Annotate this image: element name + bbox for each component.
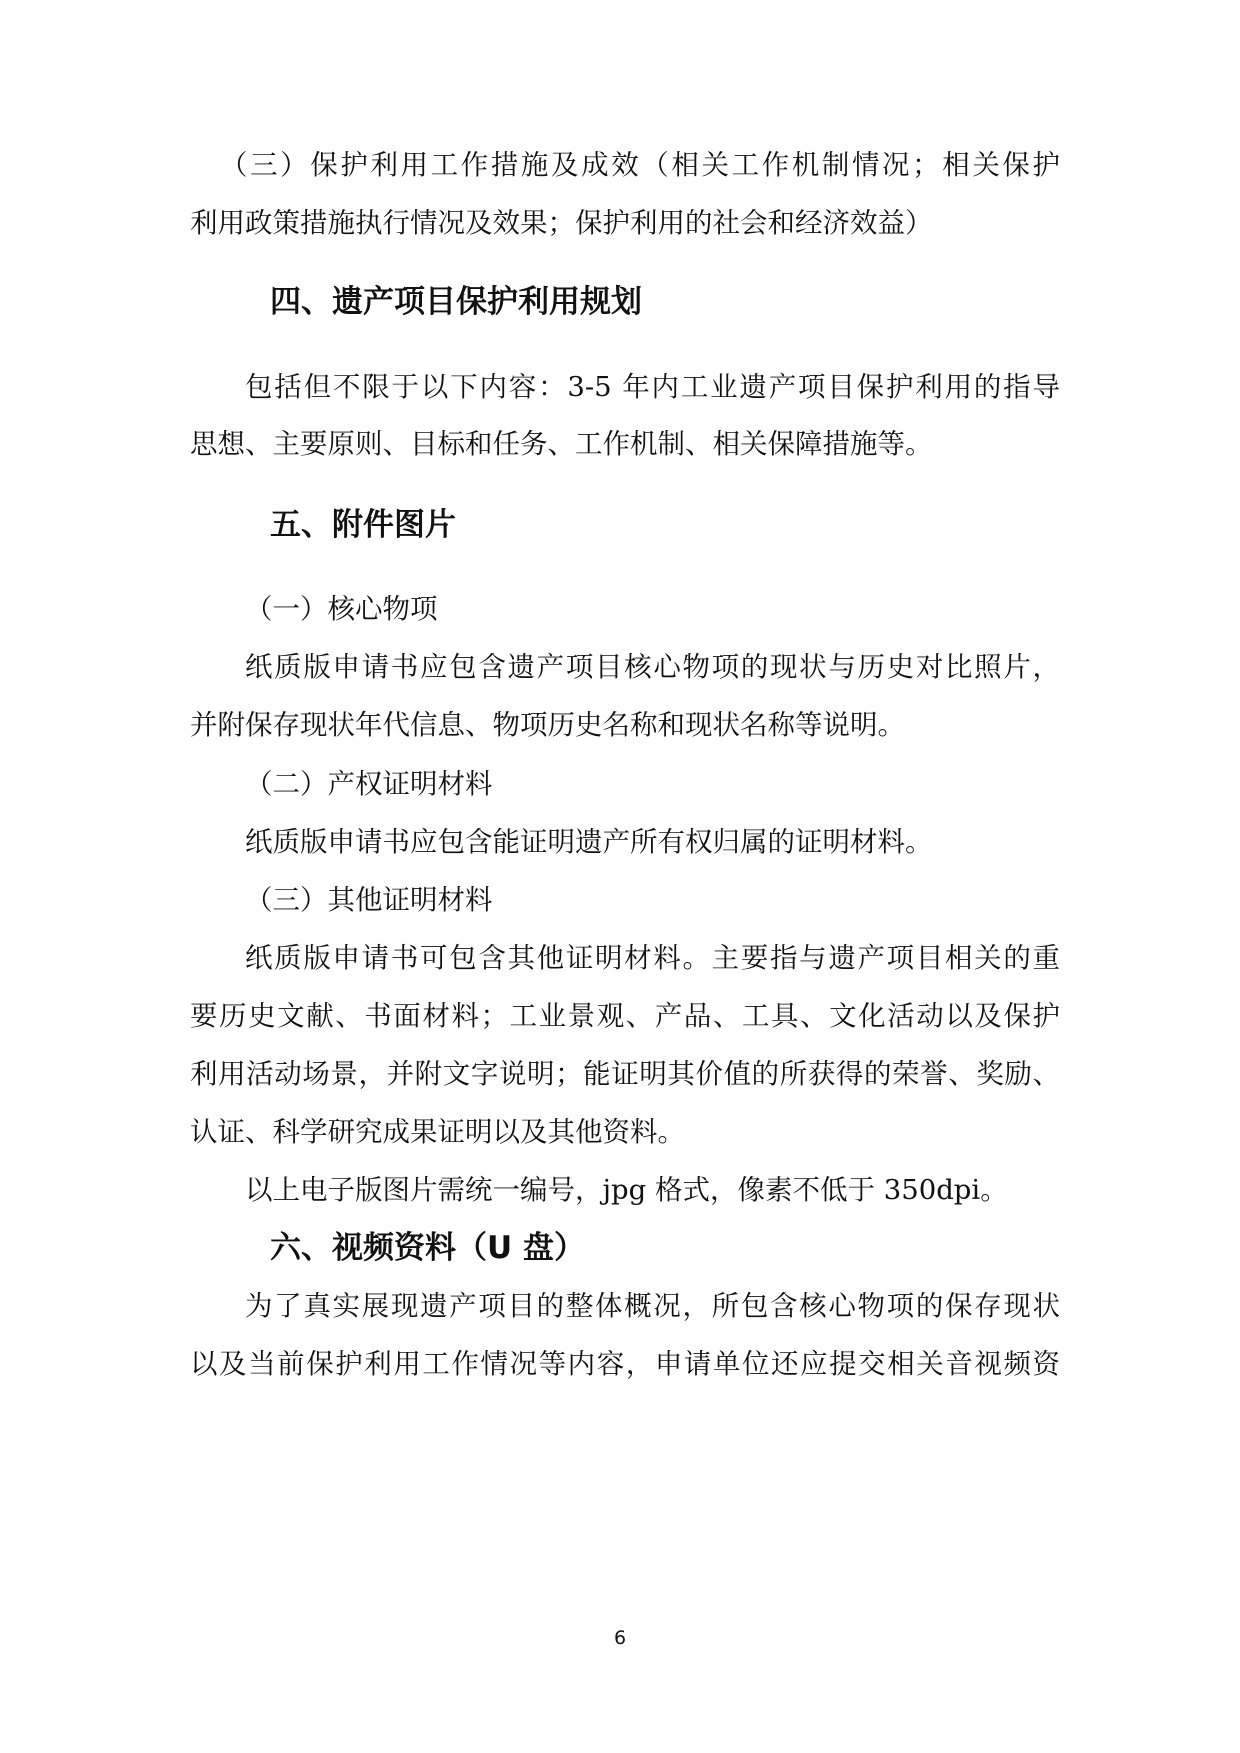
paragraph-line: 纸质版申请书应包含遗产项目核心物项的现状与历史对比照片， xyxy=(245,651,1060,683)
section-heading-6: 六、视频资料（U 盘） xyxy=(270,1230,585,1266)
paragraph-line: 利用活动场景，并附文字说明；能证明其价值的所获得的荣誉、奖励、 xyxy=(190,1058,1060,1090)
paragraph-line: 纸质版申请书应包含能证明遗产所有权归属的证明材料。 xyxy=(245,826,933,858)
paragraph-line: 要历史文献、书面材料；工业景观、产品、工具、文化活动以及保护 xyxy=(190,1000,1060,1032)
subsection-title: （三）其他证明材料 xyxy=(245,884,493,916)
paragraph-line: 思想、主要原则、目标和任务、工作机制、相关保障措施等。 xyxy=(190,428,933,460)
page-number: 6 xyxy=(613,1627,627,1649)
paragraph-line: 利用政策措施执行情况及效果；保护利用的社会和经济效益） xyxy=(190,207,933,239)
paragraph-line: 以上电子版图片需统一编号，jpg 格式，像素不低于 350dpi。 xyxy=(245,1174,1008,1206)
subsection-title: （一）核心物项 xyxy=(245,593,438,625)
paragraph-line: 以及当前保护利用工作情况等内容，申请单位还应提交相关音视频资 xyxy=(190,1348,1060,1380)
paragraph-line: 并附保存现状年代信息、物项历史名称和现状名称等说明。 xyxy=(190,709,905,741)
subsection-title: （二）产权证明材料 xyxy=(245,768,493,800)
section-heading-5: 五、附件图片 xyxy=(270,507,456,543)
section-heading-4: 四、遗产项目保护利用规划 xyxy=(270,284,642,320)
paragraph-line: （三）保护利用工作措施及成效（相关工作机制情况；相关保护 xyxy=(220,149,1060,181)
paragraph-line: 包括但不限于以下内容：3-5 年内工业遗产项目保护利用的指导 xyxy=(245,371,1060,403)
paragraph-line: 纸质版申请书可包含其他证明材料。主要指与遗产项目相关的重 xyxy=(245,942,1060,974)
paragraph-line: 为了真实展现遗产项目的整体概况，所包含核心物项的保存现状 xyxy=(245,1290,1060,1322)
paragraph-line: 认证、科学研究成果证明以及其他资料。 xyxy=(190,1116,685,1148)
